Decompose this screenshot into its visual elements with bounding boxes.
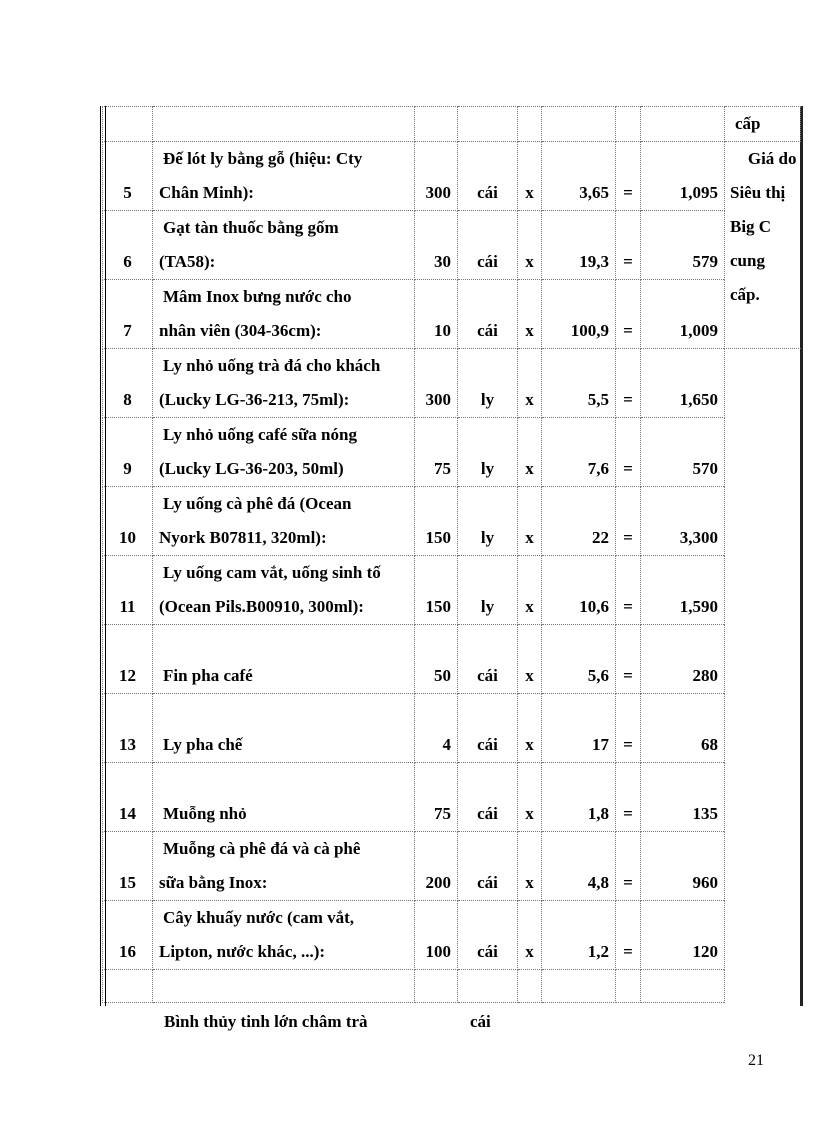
table-row: [103, 625, 801, 694]
note-line: cấp.: [730, 285, 760, 304]
multiply-sign: x: [518, 694, 542, 763]
line-total: 1,095: [641, 142, 725, 211]
description-line: (Lucky LG-36-203, 50ml): [159, 459, 344, 478]
unit-price: 1,8: [542, 763, 616, 832]
unit: ly: [458, 349, 518, 418]
row-number: 7: [103, 280, 153, 349]
quantity: 75: [415, 418, 458, 487]
quantity: 50: [415, 625, 458, 694]
multiply-sign: x: [518, 487, 542, 556]
page-number: 21: [748, 1052, 764, 1069]
line-total: 579: [641, 211, 725, 280]
quantity: 75: [415, 763, 458, 832]
price-table: [102, 106, 801, 1003]
description-line: (Ocean Pils.B00910, 300ml):: [159, 597, 364, 616]
quantity: 10: [415, 280, 458, 349]
multiply-sign: x: [518, 280, 542, 349]
description-line: Muỗng cà phê đá và cà phê: [163, 839, 361, 858]
description-line: nhân viên (304-36cm):: [159, 321, 322, 340]
item-description: [153, 418, 415, 487]
multiply-sign: x: [518, 832, 542, 901]
multiply-sign: x: [518, 211, 542, 280]
item-description: [153, 556, 415, 625]
table-row: [103, 901, 801, 970]
unit: cái: [458, 142, 518, 211]
line-total: 960: [641, 832, 725, 901]
item-description: [153, 901, 415, 970]
description-line: Ly uống cà phê đá (Ocean: [163, 494, 352, 513]
table-row-top: [103, 107, 801, 142]
line-total: 120: [641, 901, 725, 970]
equals-sign: =: [616, 625, 641, 694]
unit-price: 5,5: [542, 349, 616, 418]
equals-sign: =: [616, 418, 641, 487]
quantity: 4: [415, 694, 458, 763]
row-number: 13: [103, 694, 153, 763]
note-line: Giá do: [747, 149, 797, 168]
unit: ly: [458, 418, 518, 487]
note-top-cell: [725, 107, 801, 142]
equals-sign: =: [616, 832, 641, 901]
description-line: [159, 694, 412, 728]
unit: cái: [458, 694, 518, 763]
unit: cái: [458, 280, 518, 349]
unit-price: 3,65: [542, 142, 616, 211]
row-number: 10: [103, 487, 153, 556]
item-description: [153, 211, 415, 280]
unit-price: 19,3: [542, 211, 616, 280]
item-description: [153, 625, 415, 694]
trailer-description: Bình thủy tinh lớn châm trà: [164, 1012, 368, 1031]
description-line: sữa bằng Inox:: [159, 873, 268, 892]
row-number: 12: [103, 625, 153, 694]
trailer-unit: cái: [470, 1012, 491, 1031]
row-number: 14: [103, 763, 153, 832]
note-line: cung: [730, 251, 765, 270]
quantity: 150: [415, 556, 458, 625]
description-line: [159, 763, 412, 797]
quantity: 300: [415, 349, 458, 418]
line-total: 1,590: [641, 556, 725, 625]
description-line: Fin pha café: [163, 666, 253, 685]
item-description: [153, 487, 415, 556]
multiply-sign: x: [518, 142, 542, 211]
item-description: [153, 832, 415, 901]
row-number: 9: [103, 418, 153, 487]
note-empty: [725, 349, 801, 1003]
unit: ly: [458, 556, 518, 625]
multiply-sign: x: [518, 763, 542, 832]
row-number: 8: [103, 349, 153, 418]
quantity: 300: [415, 142, 458, 211]
description-line: Ly pha chế: [163, 735, 243, 754]
supplier-note: [725, 142, 801, 349]
unit: cái: [458, 211, 518, 280]
table-row: [103, 694, 801, 763]
line-total: 1,650: [641, 349, 725, 418]
equals-sign: =: [616, 556, 641, 625]
table-row: [103, 349, 801, 418]
row-number: 6: [103, 211, 153, 280]
table-row: [103, 280, 801, 349]
note-top-text: cấp: [735, 114, 761, 133]
unit: cái: [458, 901, 518, 970]
description-line: Lipton, nước khác, ...):: [159, 942, 326, 961]
table-row: [103, 211, 801, 280]
unit: cái: [458, 832, 518, 901]
quantity: 100: [415, 901, 458, 970]
unit-price: 22: [542, 487, 616, 556]
description-line: Chân Minh):: [159, 183, 254, 202]
description-line: Ly uống cam vắt, uống sinh tố: [163, 563, 381, 582]
equals-sign: =: [616, 211, 641, 280]
line-total: 1,009: [641, 280, 725, 349]
quantity: 30: [415, 211, 458, 280]
multiply-sign: x: [518, 349, 542, 418]
description-line: (Lucky LG-36-213, 75ml):: [159, 390, 350, 409]
note-line: Big C: [730, 217, 772, 236]
equals-sign: =: [616, 142, 641, 211]
table-row: [103, 487, 801, 556]
description-line: [159, 625, 412, 659]
line-total: 570: [641, 418, 725, 487]
table-row: [103, 556, 801, 625]
unit-price: 4,8: [542, 832, 616, 901]
table-row: [103, 418, 801, 487]
equals-sign: =: [616, 487, 641, 556]
quantity: 150: [415, 487, 458, 556]
unit-price: 100,9: [542, 280, 616, 349]
line-total: 3,300: [641, 487, 725, 556]
description-line: Muỗng nhỏ: [163, 804, 247, 823]
description-line: (TA58):: [159, 252, 216, 271]
quantity: 200: [415, 832, 458, 901]
multiply-sign: x: [518, 901, 542, 970]
unit-price: 10,6: [542, 556, 616, 625]
description-line: Cây khuấy nước (cam vắt,: [163, 908, 355, 927]
unit: cái: [458, 763, 518, 832]
note-line: Siêu thị: [730, 183, 786, 202]
table-row: [103, 142, 801, 211]
equals-sign: =: [616, 901, 641, 970]
line-total: 135: [641, 763, 725, 832]
unit-price: 5,6: [542, 625, 616, 694]
item-description: [153, 694, 415, 763]
row-number: 5: [103, 142, 153, 211]
item-description: [153, 280, 415, 349]
equals-sign: =: [616, 763, 641, 832]
equals-sign: =: [616, 694, 641, 763]
description-line: Mâm Inox bưng nước cho: [163, 287, 352, 306]
unit: ly: [458, 487, 518, 556]
table-row: [103, 763, 801, 832]
description-line: Ly nhỏ uống trà đá cho khách: [163, 356, 381, 375]
item-description: [153, 349, 415, 418]
multiply-sign: x: [518, 418, 542, 487]
line-total: 280: [641, 625, 725, 694]
item-description: [153, 142, 415, 211]
row-number: 16: [103, 901, 153, 970]
item-description: [153, 763, 415, 832]
unit-price: 17: [542, 694, 616, 763]
table-row-blank: [103, 970, 801, 1003]
equals-sign: =: [616, 349, 641, 418]
equals-sign: =: [616, 280, 641, 349]
multiply-sign: x: [518, 625, 542, 694]
row-number: 15: [103, 832, 153, 901]
description-line: Đế lót ly bằng gỗ (hiệu: Cty: [163, 149, 363, 168]
row-number: 11: [103, 556, 153, 625]
description-line: Gạt tàn thuốc bằng gốm: [163, 218, 339, 237]
description-line: Ly nhỏ uống café sữa nóng: [163, 425, 357, 444]
unit-price: 7,6: [542, 418, 616, 487]
table-row: [103, 832, 801, 901]
description-line: Nyork B07811, 320ml):: [159, 528, 327, 547]
unit-price: 1,2: [542, 901, 616, 970]
line-total: 68: [641, 694, 725, 763]
unit: cái: [458, 625, 518, 694]
multiply-sign: x: [518, 556, 542, 625]
